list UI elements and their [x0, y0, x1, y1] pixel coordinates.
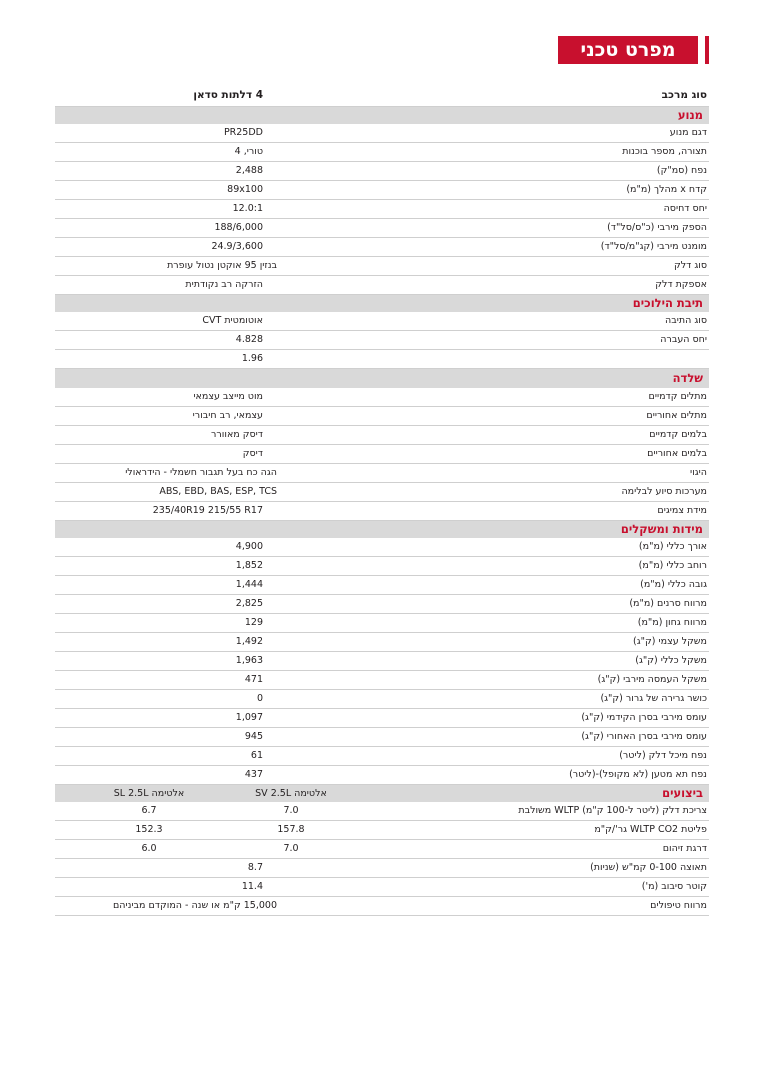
row-label: היגוי — [690, 467, 707, 478]
performance-rows — [55, 802, 709, 916]
table-row — [55, 652, 709, 671]
table-row — [55, 878, 709, 897]
table-row — [55, 897, 709, 916]
row-value: 437 — [244, 769, 263, 780]
section-performance — [55, 785, 709, 802]
row-value: 1,852 — [235, 560, 263, 571]
table-row — [55, 388, 709, 407]
row-label: בלמים אחוריים — [647, 448, 707, 459]
row-value: דיסק מאוורר — [211, 429, 263, 440]
table-row — [55, 219, 709, 238]
section-title: תיבת הילוכים — [632, 296, 703, 310]
row-value: 12.0:1 — [232, 203, 263, 214]
table-row — [55, 766, 709, 785]
table-row — [55, 407, 709, 426]
row-label: מידת צמיגים — [657, 505, 707, 516]
table-row — [55, 331, 709, 350]
row-value: דיסק — [242, 448, 263, 459]
table-row — [55, 200, 709, 219]
row-label: בלמים קדמיים — [649, 429, 707, 440]
row-label: עומס מירבי בסרן הקידמי (ק"ג) — [581, 712, 707, 723]
row-value: 0 — [256, 693, 263, 704]
table-row — [55, 821, 709, 840]
row-label: מרווח טיפולים — [650, 900, 707, 911]
table-row — [55, 802, 709, 821]
table-row — [55, 426, 709, 445]
row-label: מרווח סרנים (מ"מ) — [629, 598, 707, 609]
row-value-sv: 157.8 — [277, 824, 305, 835]
row-label: נפח תא מטען (לא מקופל)-(ליטר) — [569, 769, 707, 780]
row-label: סוג מרכב — [661, 89, 707, 101]
row-value-sl: 6.7 — [141, 805, 157, 816]
row-value: 4,900 — [235, 541, 263, 552]
row-label: צריכת דלק (ליטר ל-100 ק"מ) WLTP משולבת — [518, 805, 707, 816]
row-value: הזרקה רב נקודתית — [185, 279, 263, 290]
row-label: יחס העברה — [660, 334, 707, 345]
row-label: רוחב כללי (מ"מ) — [638, 560, 707, 571]
table-row — [55, 464, 709, 483]
row-label: דגם מנוע — [669, 127, 707, 138]
row-value: 15,000 ק"מ או שנה - המוקדם מביניהם — [112, 900, 277, 911]
transmission-rows — [55, 312, 709, 369]
row-label: פליטת WLTP CO2 גר'/ק"מ — [594, 824, 707, 835]
row-value: 1.96 — [241, 353, 263, 364]
row-label: מערכות סיוע לבלימה — [621, 486, 707, 497]
dimensions-rows — [55, 538, 709, 785]
vehicle-type-row — [55, 84, 709, 107]
table-row — [55, 557, 709, 576]
row-value: 235/40R19 215/55 R17 — [152, 505, 263, 516]
table-row — [55, 614, 709, 633]
row-value: ABS, EBD, BAS, ESP, TCS — [159, 486, 277, 497]
row-label: תצורה, מספר בוכנות — [622, 146, 707, 157]
row-label: משקל כללי (ק"ג) — [635, 655, 707, 666]
table-row — [55, 633, 709, 652]
table-row — [55, 181, 709, 200]
row-value: 1,097 — [235, 712, 263, 723]
row-value: 945 — [244, 731, 263, 742]
table-row — [55, 690, 709, 709]
row-label: מתלים קדמיים — [648, 391, 707, 402]
title-accent-bar — [705, 36, 709, 64]
row-label: גובה כללי (מ"מ) — [640, 579, 707, 590]
row-value-sl: 6.0 — [141, 843, 157, 854]
row-label: הספק מירבי (כ"ס/סל"ד) — [607, 222, 707, 233]
row-label: מתלים אחוריים — [646, 410, 707, 421]
row-value-sl: 152.3 — [135, 824, 163, 835]
table-row — [55, 276, 709, 295]
row-value-sv: 7.0 — [283, 843, 299, 854]
row-value: PR25DD — [223, 127, 263, 138]
table-row — [55, 671, 709, 690]
section-title: ביצועים — [662, 786, 703, 800]
table-row — [55, 445, 709, 464]
section-title: מנוע — [677, 108, 703, 122]
row-label: משקל עצמי (ק"ג) — [633, 636, 707, 647]
table-row — [55, 238, 709, 257]
row-label: קדח x מהלך (מ"מ) — [626, 184, 707, 195]
row-label: דרגת זיהום — [662, 843, 707, 854]
table-row — [55, 576, 709, 595]
table-row — [55, 162, 709, 181]
row-value: 1,492 — [235, 636, 263, 647]
section-transmission — [55, 295, 709, 312]
row-label: נפח מיכל דלק (ליטר) — [619, 750, 707, 761]
row-value: 2,488 — [235, 165, 263, 176]
section-engine — [55, 107, 709, 124]
row-value: 8.7 — [247, 862, 263, 873]
row-label: אספקת דלק — [655, 279, 707, 290]
spec-table — [55, 84, 709, 916]
row-value: אוטומטית CVT — [202, 315, 263, 326]
column-header-sv: אלטימה SV 2.5L — [255, 788, 327, 799]
row-value: 4 דלתות סדאן — [193, 89, 263, 101]
row-label: נפח (סמ"ק) — [656, 165, 707, 176]
row-value: 61 — [250, 750, 263, 761]
row-value: 129 — [244, 617, 263, 628]
chassis-rows — [55, 388, 709, 521]
engine-rows — [55, 124, 709, 295]
row-value: 188/6,000 — [214, 222, 263, 233]
row-value: מוט מייצב עצמאי — [193, 391, 263, 402]
table-row — [55, 747, 709, 766]
row-value: 1,444 — [235, 579, 263, 590]
row-value: הגה כח בעל תגבור חשמלי - הידראולי — [125, 467, 277, 478]
section-dimensions — [55, 521, 709, 538]
table-row — [55, 538, 709, 557]
page-title: מפרט טכני — [558, 36, 698, 64]
row-value: טורי, 4 — [234, 146, 263, 157]
row-value: 11.4 — [241, 881, 263, 892]
section-title: מידות ומשקלים — [620, 522, 703, 536]
table-row — [55, 350, 709, 369]
table-row — [55, 483, 709, 502]
row-value: 4.828 — [235, 334, 263, 345]
row-label: כושר גרירה של גרור (ק"ג) — [600, 693, 707, 704]
row-value: 1,963 — [235, 655, 263, 666]
column-header-sl: אלטימה SL 2.5L — [113, 788, 185, 799]
table-row — [55, 502, 709, 521]
row-label: אורך כללי (מ"מ) — [638, 541, 707, 552]
row-value: עצמאי, רב חיבורי — [192, 410, 263, 421]
row-value-sv: 7.0 — [283, 805, 299, 816]
row-label: סוג דלק — [673, 260, 707, 271]
row-label: תאוצה 0-100 קמ"ש (שניות) — [590, 862, 707, 873]
row-label: יחס דחיסה — [663, 203, 707, 214]
row-value: 24.9/3,600 — [211, 241, 263, 252]
section-title: שלדה — [672, 371, 703, 385]
row-label: עומס מירבי בסרן האחורי (ק"ג) — [581, 731, 707, 742]
table-row — [55, 859, 709, 878]
row-label: קוטר סיבוב (מ') — [641, 881, 707, 892]
table-row — [55, 709, 709, 728]
table-row — [55, 124, 709, 143]
row-value: בנזין 95 אוקטן נטול עופרת — [167, 260, 277, 271]
row-value: 89x100 — [227, 184, 263, 195]
row-label: מומנט מירבי (קג"מ/סל"ד) — [600, 241, 707, 252]
table-row — [55, 728, 709, 747]
row-label: מרווח גחון (מ"מ) — [637, 617, 707, 628]
table-row — [55, 143, 709, 162]
table-row — [55, 257, 709, 276]
row-value: 471 — [244, 674, 263, 685]
table-row — [55, 312, 709, 331]
row-label: סוג התיבה — [665, 315, 707, 326]
table-row — [55, 840, 709, 859]
section-chassis — [55, 369, 709, 388]
row-label: משקל העמסה מירבי (ק"ג) — [597, 674, 707, 685]
table-row — [55, 595, 709, 614]
row-value: 2,825 — [235, 598, 263, 609]
